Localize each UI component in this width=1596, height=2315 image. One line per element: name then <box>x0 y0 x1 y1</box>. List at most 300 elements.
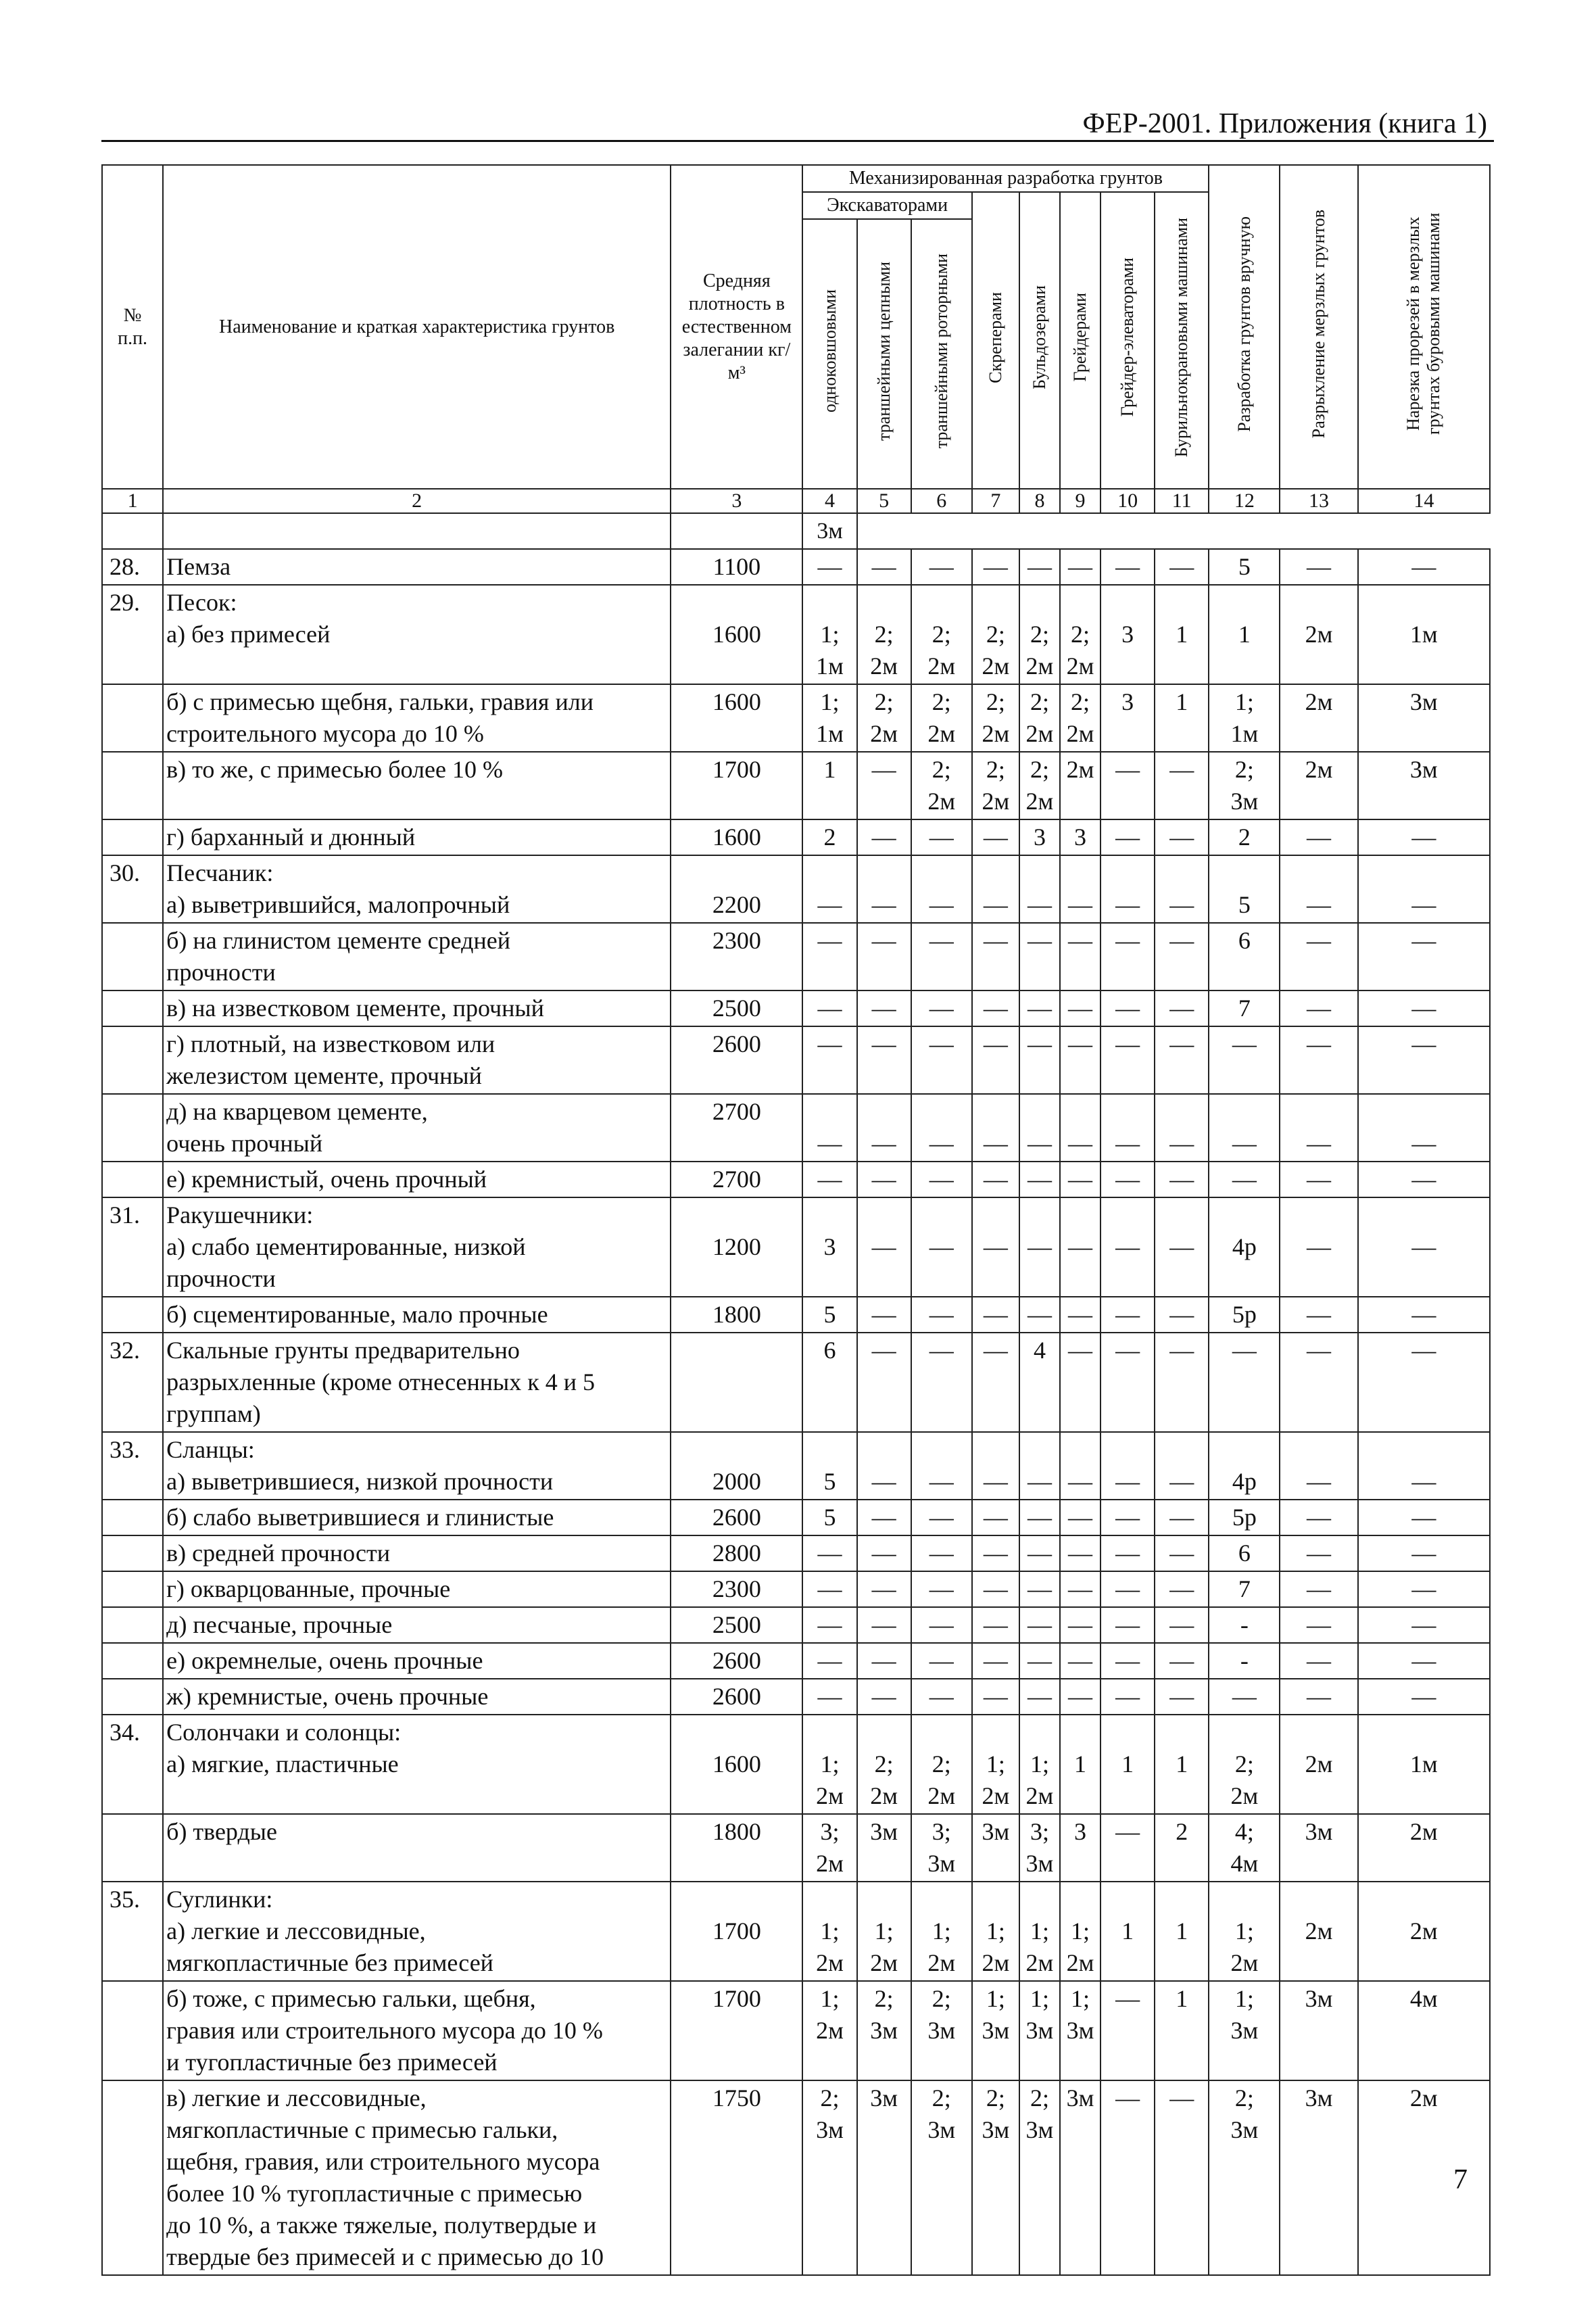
value-cell-col14 <box>1358 1432 1490 1500</box>
value-cell-col13 <box>1280 1432 1357 1500</box>
value-cell-col11 <box>1155 684 1209 752</box>
value-text: — <box>871 891 896 918</box>
value-text: — <box>1068 1337 1093 1364</box>
value-text: — <box>871 1166 896 1193</box>
value-text: — <box>871 756 896 783</box>
value-text: 1 <box>1176 688 1188 715</box>
value-text: 3м <box>1305 2084 1333 2111</box>
soil-name <box>163 1197 671 1297</box>
value-cell-col4 <box>802 585 856 684</box>
header-rule <box>101 140 1494 142</box>
value-cell-col9 <box>1060 1981 1101 2080</box>
value-cell-col13 <box>1280 1981 1357 2080</box>
header-c14 <box>1358 165 1490 489</box>
value-cell-col7 <box>972 1882 1019 1981</box>
value-text: — <box>929 1233 954 1260</box>
table-row <box>102 1643 1490 1679</box>
value-cell-col14 <box>1358 1162 1490 1197</box>
row-number <box>102 1297 163 1333</box>
density-value <box>671 991 802 1026</box>
value-cell-col10 <box>1101 1679 1155 1715</box>
value-text: — <box>1068 1504 1093 1531</box>
value-text: — <box>983 1468 1008 1495</box>
value-text: 2 <box>1176 1818 1188 1845</box>
value-cell-col11 <box>1155 1607 1209 1643</box>
value-text: 1 <box>1176 621 1188 648</box>
value-cell-col10 <box>1101 684 1155 752</box>
value-cell-col14 <box>1358 1571 1490 1607</box>
value-text: — <box>1115 1575 1140 1602</box>
spacer <box>1020 1199 1059 1231</box>
value-cell-col10 <box>1101 1197 1155 1297</box>
value-text: 1; 2м <box>816 1750 844 1809</box>
soil-name-line: и тугопластичные без примесей <box>166 2049 498 2076</box>
value-cell-col10 <box>1101 1162 1155 1197</box>
value-cell-col11 <box>1155 585 1209 684</box>
value-cell-col11 <box>1155 1026 1209 1094</box>
value-cell-col5 <box>857 991 911 1026</box>
value-text: 3 <box>1074 824 1087 851</box>
density-value <box>671 1882 802 1981</box>
value-text: 2; 3м <box>927 2084 956 2143</box>
spacer <box>1209 1434 1279 1466</box>
value-text: 2 <box>823 824 836 851</box>
value-cell-col7 <box>972 1981 1019 2080</box>
soil-name <box>163 1162 671 1197</box>
value-cell-col5 <box>857 585 911 684</box>
value-text: — <box>1068 891 1093 918</box>
value-cell-col5 <box>857 549 911 585</box>
value-cell-col4 <box>802 1333 856 1432</box>
value-cell-col9 <box>1060 2080 1101 2275</box>
soil-name-line: Песок: <box>166 589 237 616</box>
value-text: — <box>929 1166 954 1193</box>
value-cell-col8 <box>1019 549 1060 585</box>
value-text: — <box>929 1683 954 1710</box>
table-row <box>102 1026 1490 1094</box>
header-c6 <box>911 219 972 489</box>
value-cell-col9 <box>1060 1500 1101 1535</box>
value-text: — <box>1027 1030 1052 1057</box>
value-cell-col14 <box>1358 1643 1490 1679</box>
value-cell-col10 <box>1101 1814 1155 1882</box>
value-cell-col11 <box>1155 1571 1209 1607</box>
spacer <box>1280 1717 1357 1748</box>
value-cell-col5 <box>857 1197 911 1297</box>
value-cell-col4 <box>802 752 856 819</box>
value-text: 2; 2м <box>927 756 956 815</box>
density-text: 1700 <box>712 1917 761 1944</box>
value-cell-col7 <box>972 549 1019 585</box>
value-text: 5р <box>1232 1504 1257 1531</box>
value-cell-col4 <box>802 1679 856 1715</box>
soil-name-line: б) с примесью щебня, гальки, гравия или <box>166 688 594 715</box>
value-cell-col10 <box>1101 1333 1155 1432</box>
value-text: 1 <box>1176 1917 1188 1944</box>
value-text: — <box>1169 1647 1194 1674</box>
value-text: — <box>929 1468 954 1495</box>
value-text: — <box>929 1130 954 1157</box>
soil-name-line: прочности <box>166 959 276 986</box>
spacer <box>1061 857 1100 889</box>
value-text: 7 <box>1238 995 1251 1022</box>
row-number: 33. <box>102 1432 163 1500</box>
value-cell-col10 <box>1101 1607 1155 1643</box>
spacer <box>1155 1717 1208 1748</box>
value-cell-col11 <box>1155 1162 1209 1197</box>
value-text: — <box>1307 1030 1332 1057</box>
spacer <box>912 857 971 889</box>
value-text: — <box>1169 756 1194 783</box>
value-text: — <box>1411 1504 1436 1531</box>
carry-over-value: 3м <box>802 513 856 549</box>
value-cell-col12 <box>1209 1981 1280 2080</box>
value-text: — <box>1115 1130 1140 1157</box>
spacer <box>1155 857 1208 889</box>
soil-name <box>163 1571 671 1607</box>
density-text: 2200 <box>712 891 761 918</box>
table-row <box>102 1679 1490 1715</box>
row-number <box>102 1571 163 1607</box>
density-value <box>671 2080 802 2275</box>
spacer <box>912 1434 971 1466</box>
value-cell-col14 <box>1358 684 1490 752</box>
value-text: 6 <box>1238 927 1251 954</box>
soil-name-line: мягкопластичные без примесей <box>166 1949 493 1976</box>
value-cell-col14 <box>1358 1297 1490 1333</box>
spacer <box>1155 587 1208 619</box>
value-text: 1; 3м <box>1025 1985 1054 2044</box>
value-cell-col7 <box>972 2080 1019 2275</box>
density-text: 1600 <box>712 621 761 648</box>
soil-name <box>163 1607 671 1643</box>
value-cell-col6 <box>911 1814 972 1882</box>
value-cell-col10 <box>1101 855 1155 923</box>
spacer <box>1359 1096 1489 1128</box>
value-cell-col11 <box>1155 1197 1209 1297</box>
density-value <box>671 1197 802 1297</box>
value-text: — <box>1411 1468 1436 1495</box>
spacer <box>858 857 911 889</box>
colnum: 2 <box>163 489 671 513</box>
value-cell-col13 <box>1280 1679 1357 1715</box>
value-text: — <box>983 1540 1008 1567</box>
value-cell-col7 <box>972 1297 1019 1333</box>
value-cell-col8 <box>1019 855 1060 923</box>
value-cell-col12 <box>1209 923 1280 991</box>
value-text: — <box>983 1166 1008 1193</box>
density-text: 2800 <box>712 1540 761 1567</box>
value-cell-col7 <box>972 585 1019 684</box>
value-cell-col6 <box>911 1571 972 1607</box>
value-text: — <box>1411 891 1436 918</box>
value-text: — <box>1115 756 1140 783</box>
soil-name <box>163 549 671 585</box>
value-text: — <box>1411 1611 1436 1638</box>
value-cell-col10 <box>1101 1643 1155 1679</box>
spacer <box>1209 1096 1279 1128</box>
density-text: 1200 <box>712 1233 761 1260</box>
value-text: 2; 3м <box>982 2084 1010 2143</box>
value-cell-col12 <box>1209 1535 1280 1571</box>
value-text: — <box>1115 891 1140 918</box>
density-text: 2500 <box>712 1611 761 1638</box>
table-row <box>102 1607 1490 1643</box>
value-text: — <box>1068 1647 1093 1674</box>
soil-name <box>163 923 671 991</box>
row-number <box>102 1162 163 1197</box>
value-text: 2м <box>1305 621 1333 648</box>
soil-name-line: мягкопластичные с примесью гальки, <box>166 2116 558 2143</box>
value-text: — <box>1115 824 1140 851</box>
soil-name <box>163 1297 671 1333</box>
value-cell-col14 <box>1358 1981 1490 2080</box>
density-value <box>671 1571 802 1607</box>
value-text: - <box>1240 1611 1249 1638</box>
spacer <box>973 1096 1019 1128</box>
value-cell-col8 <box>1019 1162 1060 1197</box>
spacer <box>1280 857 1357 889</box>
value-cell-col5 <box>857 1297 911 1333</box>
value-cell-col8 <box>1019 1643 1060 1679</box>
colnum: 4 <box>802 489 856 513</box>
soil-name-line: ж) кремнистые, очень прочные <box>166 1683 489 1710</box>
value-cell-col12 <box>1209 1432 1280 1500</box>
value-cell-col14 <box>1358 549 1490 585</box>
density-value <box>671 855 802 923</box>
value-cell-col4 <box>802 1162 856 1197</box>
value-text: 1; 2м <box>1066 1917 1094 1976</box>
value-text: — <box>929 1647 954 1674</box>
value-cell-col10 <box>1101 585 1155 684</box>
colnum: 12 <box>1209 489 1280 513</box>
value-cell-col9 <box>1060 1026 1101 1094</box>
value-text: 2; 2м <box>1230 1750 1259 1809</box>
value-text: 1; 2м <box>927 1917 956 1976</box>
value-text: — <box>1169 1683 1194 1710</box>
value-cell-col13 <box>1280 1535 1357 1571</box>
value-cell-col5 <box>857 1162 911 1197</box>
header-c12-text: Разработка грунтов вручную <box>1234 216 1254 432</box>
spacer <box>1101 1096 1154 1128</box>
value-cell-col12 <box>1209 1571 1280 1607</box>
value-text: — <box>1169 1337 1194 1364</box>
spacer <box>1155 1096 1208 1128</box>
value-text: — <box>871 1683 896 1710</box>
spacer <box>1061 587 1100 619</box>
value-text: — <box>1027 1575 1052 1602</box>
value-cell-col13 <box>1280 585 1357 684</box>
soil-name-line: в) то же, с примесью более 10 % <box>166 756 503 783</box>
carry-over-row <box>102 513 1490 549</box>
value-text: — <box>871 1504 896 1531</box>
density-value <box>671 1500 802 1535</box>
spacer <box>912 1096 971 1128</box>
spacer <box>1359 1884 1489 1915</box>
value-text: — <box>1307 1301 1332 1328</box>
value-cell-col8 <box>1019 1297 1060 1333</box>
density-value <box>671 1094 802 1162</box>
value-cell-col7 <box>972 923 1019 991</box>
row-number <box>102 819 163 855</box>
value-text: — <box>1169 1166 1194 1193</box>
value-text: 3м <box>1409 688 1438 715</box>
value-text: 2; 3м <box>816 2084 844 2143</box>
soil-name-line: а) без примесей <box>166 621 331 648</box>
value-text: — <box>817 1130 842 1157</box>
spacer <box>973 1884 1019 1915</box>
value-cell-col11 <box>1155 1297 1209 1333</box>
value-text: — <box>1115 1468 1140 1495</box>
value-text: 1; 2м <box>870 1917 898 1976</box>
spacer <box>858 1884 911 1915</box>
value-text: — <box>1027 927 1052 954</box>
soil-name-line: а) легкие и лессовидные, <box>166 1917 426 1944</box>
density-text: 2600 <box>712 1683 761 1710</box>
value-text: — <box>1068 1233 1093 1260</box>
value-text: 3м <box>1409 756 1438 783</box>
spacer <box>675 587 798 619</box>
soil-name <box>163 684 671 752</box>
value-text: 5 <box>823 1504 836 1531</box>
soil-name-line: Сланцы: <box>166 1436 255 1463</box>
value-text: — <box>871 1611 896 1638</box>
value-text: — <box>1115 1647 1140 1674</box>
value-cell-col4 <box>802 1094 856 1162</box>
value-cell-col5 <box>857 1981 911 2080</box>
soil-name <box>163 1643 671 1679</box>
colnum: 5 <box>857 489 911 513</box>
value-cell-col5 <box>857 855 911 923</box>
table-row <box>102 923 1490 991</box>
spacer <box>1101 1884 1154 1915</box>
value-cell-col13 <box>1280 1297 1357 1333</box>
value-cell-col12 <box>1209 1026 1280 1094</box>
value-text: — <box>1169 1540 1194 1567</box>
colnum: 11 <box>1155 489 1209 513</box>
value-text: — <box>1068 1166 1093 1193</box>
value-cell-col10 <box>1101 752 1155 819</box>
value-cell-col11 <box>1155 1814 1209 1882</box>
value-cell-col14 <box>1358 923 1490 991</box>
soil-table <box>101 164 1491 2276</box>
table-row <box>102 1715 1490 1814</box>
spacer <box>1020 857 1059 889</box>
value-text: 3 <box>1074 1818 1087 1845</box>
value-cell-col8 <box>1019 1026 1060 1094</box>
value-cell-col6 <box>911 1882 972 1981</box>
value-text: — <box>1115 1030 1140 1057</box>
value-text: 6 <box>1238 1540 1251 1567</box>
value-cell-col6 <box>911 1432 972 1500</box>
value-text: — <box>1232 1683 1257 1710</box>
spacer <box>1359 1434 1489 1466</box>
value-text: 2м <box>1305 756 1333 783</box>
table-row <box>102 1571 1490 1607</box>
value-cell-col8 <box>1019 923 1060 991</box>
value-cell-col13 <box>1280 1500 1357 1535</box>
value-cell-col5 <box>857 1026 911 1094</box>
table-row <box>102 549 1490 585</box>
value-cell-col9 <box>1060 923 1101 991</box>
value-cell-col8 <box>1019 1535 1060 1571</box>
value-cell-col4 <box>802 1643 856 1679</box>
value-text: — <box>1169 891 1194 918</box>
value-cell-col7 <box>972 1333 1019 1432</box>
value-text: — <box>1068 927 1093 954</box>
value-text: — <box>1169 1130 1194 1157</box>
value-cell-col14 <box>1358 991 1490 1026</box>
row-number: 28. <box>102 549 163 585</box>
value-text: — <box>1411 1647 1436 1674</box>
spacer <box>858 1434 911 1466</box>
value-text: — <box>1027 1647 1052 1674</box>
colnum: 6 <box>911 489 972 513</box>
value-text: 2м <box>1409 2084 1438 2111</box>
table-row <box>102 1094 1490 1162</box>
value-text: — <box>1027 1540 1052 1567</box>
density-value <box>671 1162 802 1197</box>
row-number <box>102 684 163 752</box>
value-text: 3; 3м <box>927 1818 956 1877</box>
value-cell-col7 <box>972 1026 1019 1094</box>
header-c5-text: траншейными цепными <box>873 261 894 441</box>
value-text: 1м <box>1409 621 1438 648</box>
value-text: — <box>1169 1301 1194 1328</box>
value-cell-col9 <box>1060 1882 1101 1981</box>
density-text: 1750 <box>712 2084 761 2111</box>
value-text: 3 <box>823 1233 836 1260</box>
value-cell-col8 <box>1019 585 1060 684</box>
spacer <box>912 1884 971 1915</box>
spacer <box>858 587 911 619</box>
soil-name-line: разрыхленные (кроме отнесенных к 4 и 5 <box>166 1368 595 1395</box>
value-text: 1 <box>1176 1750 1188 1777</box>
value-text: — <box>929 891 954 918</box>
value-cell-col7 <box>972 1643 1019 1679</box>
value-cell-col12 <box>1209 1814 1280 1882</box>
value-text: — <box>1232 1166 1257 1193</box>
value-cell-col6 <box>911 1297 972 1333</box>
value-text: 1; 2м <box>982 1917 1010 1976</box>
value-text: 2; 2м <box>982 756 1010 815</box>
value-cell-col6 <box>911 991 972 1026</box>
value-cell-col8 <box>1019 1333 1060 1432</box>
value-text: — <box>1115 1337 1140 1364</box>
value-cell-col9 <box>1060 684 1101 752</box>
value-cell-col7 <box>972 1715 1019 1814</box>
value-cell-col7 <box>972 684 1019 752</box>
value-cell-col4 <box>802 549 856 585</box>
value-cell-col9 <box>1060 1679 1101 1715</box>
value-cell-col4 <box>802 1814 856 1882</box>
spacer <box>912 1717 971 1748</box>
value-text: — <box>983 824 1008 851</box>
value-cell-col4 <box>802 1571 856 1607</box>
value-cell-col13 <box>1280 1571 1357 1607</box>
header-c5 <box>857 219 911 489</box>
value-cell-col7 <box>972 1162 1019 1197</box>
soil-name-line: Солончаки и солонцы: <box>166 1719 402 1746</box>
soil-name-line: более 10 % тугопластичные с примесью <box>166 2180 583 2207</box>
value-text: — <box>871 1030 896 1057</box>
spacer <box>1359 1199 1489 1231</box>
value-text: 2; 2м <box>870 621 898 679</box>
value-text: 2м <box>1066 756 1094 783</box>
value-cell-col10 <box>1101 923 1155 991</box>
spacer <box>1061 1096 1100 1128</box>
density-text: 2600 <box>712 1504 761 1531</box>
